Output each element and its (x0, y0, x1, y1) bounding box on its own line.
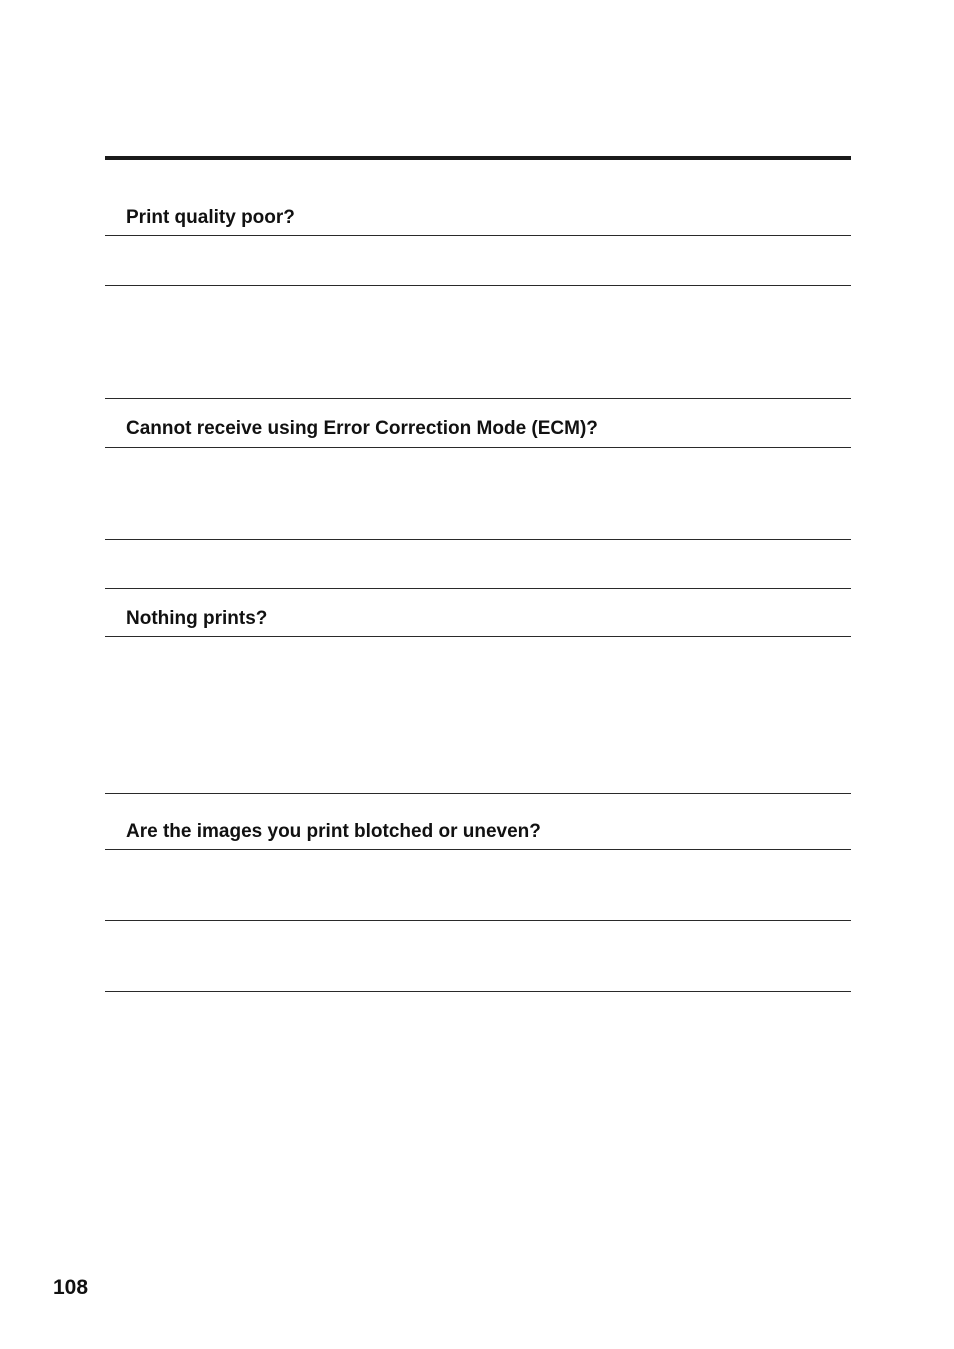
top-rule (105, 156, 851, 160)
section-divider (105, 285, 851, 286)
section-divider (105, 539, 851, 540)
section-heading-ecm: Cannot receive using Error Correction Mode (ECM)? (126, 418, 598, 439)
section-divider (105, 588, 851, 589)
section-divider (105, 235, 851, 236)
section-divider (105, 793, 851, 794)
section-divider (105, 398, 851, 399)
section-heading-blotched-images: Are the images you print blotched or uneven? (126, 821, 541, 842)
section-divider (105, 849, 851, 850)
section-heading-nothing-prints: Nothing prints? (126, 608, 268, 629)
section-divider (105, 636, 851, 637)
section-heading-print-quality: Print quality poor? (126, 207, 295, 228)
section-divider (105, 920, 851, 921)
page-number: 108 (53, 1276, 89, 1299)
section-divider (105, 447, 851, 448)
section-divider (105, 991, 851, 992)
